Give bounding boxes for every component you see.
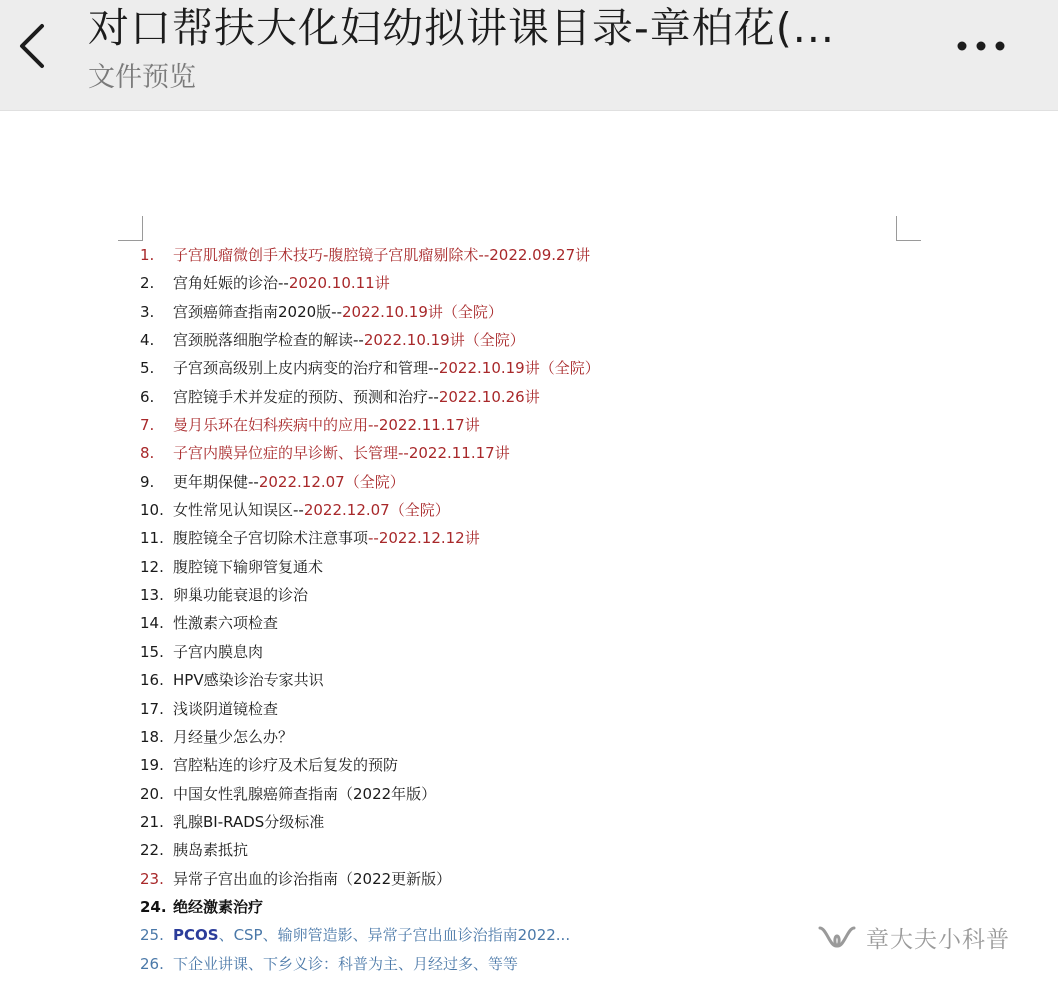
item-number: 26. [140, 954, 164, 973]
item-text: 更年期保健-- [173, 472, 259, 491]
list-item [140, 836, 600, 864]
item-number: 10. [140, 501, 164, 520]
item-number: 6. [140, 387, 155, 406]
item-text: 2022.10.26讲 [438, 387, 540, 406]
list-item [140, 950, 600, 978]
list-item [140, 921, 600, 949]
list-item [140, 893, 600, 921]
item-text: 子宫内膜息肉 [173, 642, 264, 661]
wechat-channel-icon [816, 922, 858, 952]
list-item [140, 666, 600, 694]
item-text: 浅谈阴道镜检查 [173, 699, 279, 718]
item-number: 11. [140, 529, 164, 548]
item-text: 宫颈癌筛查指南2020版-- [173, 302, 342, 321]
item-number: 1. [140, 246, 155, 264]
item-number: 7. [140, 416, 155, 435]
list-item [140, 695, 600, 723]
item-text: 子宫颈高级别上皮内病变的治疗和管理-- [173, 359, 439, 378]
page-subtitle: 文件预览 [88, 62, 196, 93]
item-text: 子宫肌瘤微创手术技巧-腹腔镜子宫肌瘤剔除术--2022.09.27讲 [173, 246, 591, 264]
item-number: 15. [140, 642, 164, 661]
list-item [140, 383, 600, 411]
item-number: 14. [140, 614, 164, 633]
item-text: 2022.10.19讲（全院） [363, 331, 525, 350]
list-item [140, 524, 600, 552]
item-number: 20. [140, 784, 164, 803]
item-text: 异常子宫出血的诊治指南（2022更新版） [173, 869, 452, 888]
item-text: 宫腔粘连的诊疗及术后复发的预防 [173, 756, 399, 775]
item-text: 性激素六项检查 [173, 614, 279, 633]
list-item [140, 411, 600, 439]
item-number: 4. [140, 331, 155, 350]
item-number: 21. [140, 812, 164, 831]
item-number: 13. [140, 586, 164, 605]
item-text: 下企业讲课、下乡义诊：科普为主、月经过多、等等 [173, 954, 519, 973]
watermark-text: 章大夫小科普 [866, 926, 1010, 953]
item-number: 8. [140, 444, 155, 463]
more-horizontal-icon [952, 28, 1012, 64]
item-text: 2022.12.07（全院） [258, 472, 405, 491]
item-text: HPV感染诊治专家共识 [173, 671, 324, 690]
list-item [140, 269, 600, 297]
item-text: 绝经激素治疗 [173, 897, 264, 916]
item-number: 23. [140, 869, 164, 888]
list-item [140, 723, 600, 751]
item-text: 宫颈脱落细胞学检查的解读-- [173, 331, 364, 350]
item-text: PCOS [173, 926, 219, 945]
chevron-left-icon [10, 18, 54, 74]
item-number: 5. [140, 359, 155, 378]
page-margin-mark-right [896, 216, 921, 241]
list-item [140, 298, 600, 326]
item-text: 2020.10.11讲 [288, 274, 390, 293]
item-text: 女性常见认知误区-- [173, 501, 304, 520]
item-number: 16. [140, 671, 164, 690]
list-item [140, 468, 600, 496]
list-item [140, 326, 600, 354]
item-text: 乳腺BI-RADS分级标准 [173, 812, 325, 831]
item-text: 2022.12.07（全院） [303, 501, 450, 520]
list-item [140, 581, 600, 609]
item-text: 2022.10.19讲（全院） [438, 359, 600, 378]
item-text: 月经量少怎么办？ [173, 727, 294, 746]
list-item [140, 354, 600, 382]
more-button[interactable] [952, 28, 1012, 64]
item-text: 曼月乐环在妇科疾病中的应用--2022.11.17讲 [173, 416, 480, 435]
item-number: 9. [140, 472, 155, 491]
item-text: 胰岛素抵抗 [173, 841, 249, 860]
item-text: 宫腔镜手术并发症的预防、预测和治疗-- [173, 387, 439, 406]
item-number: 22. [140, 841, 164, 860]
item-number: 19. [140, 756, 164, 775]
item-number: 18. [140, 727, 164, 746]
item-number: 17. [140, 699, 164, 718]
list-item [140, 439, 600, 467]
list-item [140, 553, 600, 581]
list-item [140, 780, 600, 808]
item-text: 卵巢功能衰退的诊治 [173, 586, 309, 605]
item-text: 宫角妊娠的诊治-- [173, 274, 289, 293]
list-item [140, 241, 600, 269]
item-number: 25. [140, 926, 164, 945]
item-number: 12. [140, 557, 164, 576]
item-text: --2022.12.12讲 [368, 529, 480, 548]
list-item [140, 496, 600, 524]
list-item [140, 638, 600, 666]
item-number: 2. [140, 274, 155, 293]
item-number: 24. [140, 897, 167, 916]
list-item [140, 751, 600, 779]
item-number: 3. [140, 302, 155, 321]
item-text: 子宫内膜异位症的早诊断、长管理--2022.11.17讲 [173, 444, 510, 463]
item-text: 腹腔镜下输卵管复通术 [173, 557, 324, 576]
list-item [140, 865, 600, 893]
item-text: 中国女性乳腺癌筛查指南（2022年版） [173, 784, 437, 803]
page-title: 对口帮扶大化妇幼拟讲课目录-章柏花(... [88, 4, 835, 52]
document-preview[interactable] [0, 111, 1058, 982]
back-button[interactable] [10, 18, 54, 74]
item-text: 2022.10.19讲（全院） [342, 302, 503, 321]
item-text: 、CSP、输卵管造影、异常子宫出血诊治指南2022... [218, 926, 571, 945]
list-item [140, 808, 600, 836]
watermark [816, 917, 1010, 957]
lecture-list [140, 241, 600, 978]
top-bar [0, 0, 1058, 111]
page-margin-mark-left [118, 216, 143, 241]
item-text: 腹腔镜全子宫切除术注意事项 [173, 529, 369, 548]
list-item [140, 609, 600, 637]
